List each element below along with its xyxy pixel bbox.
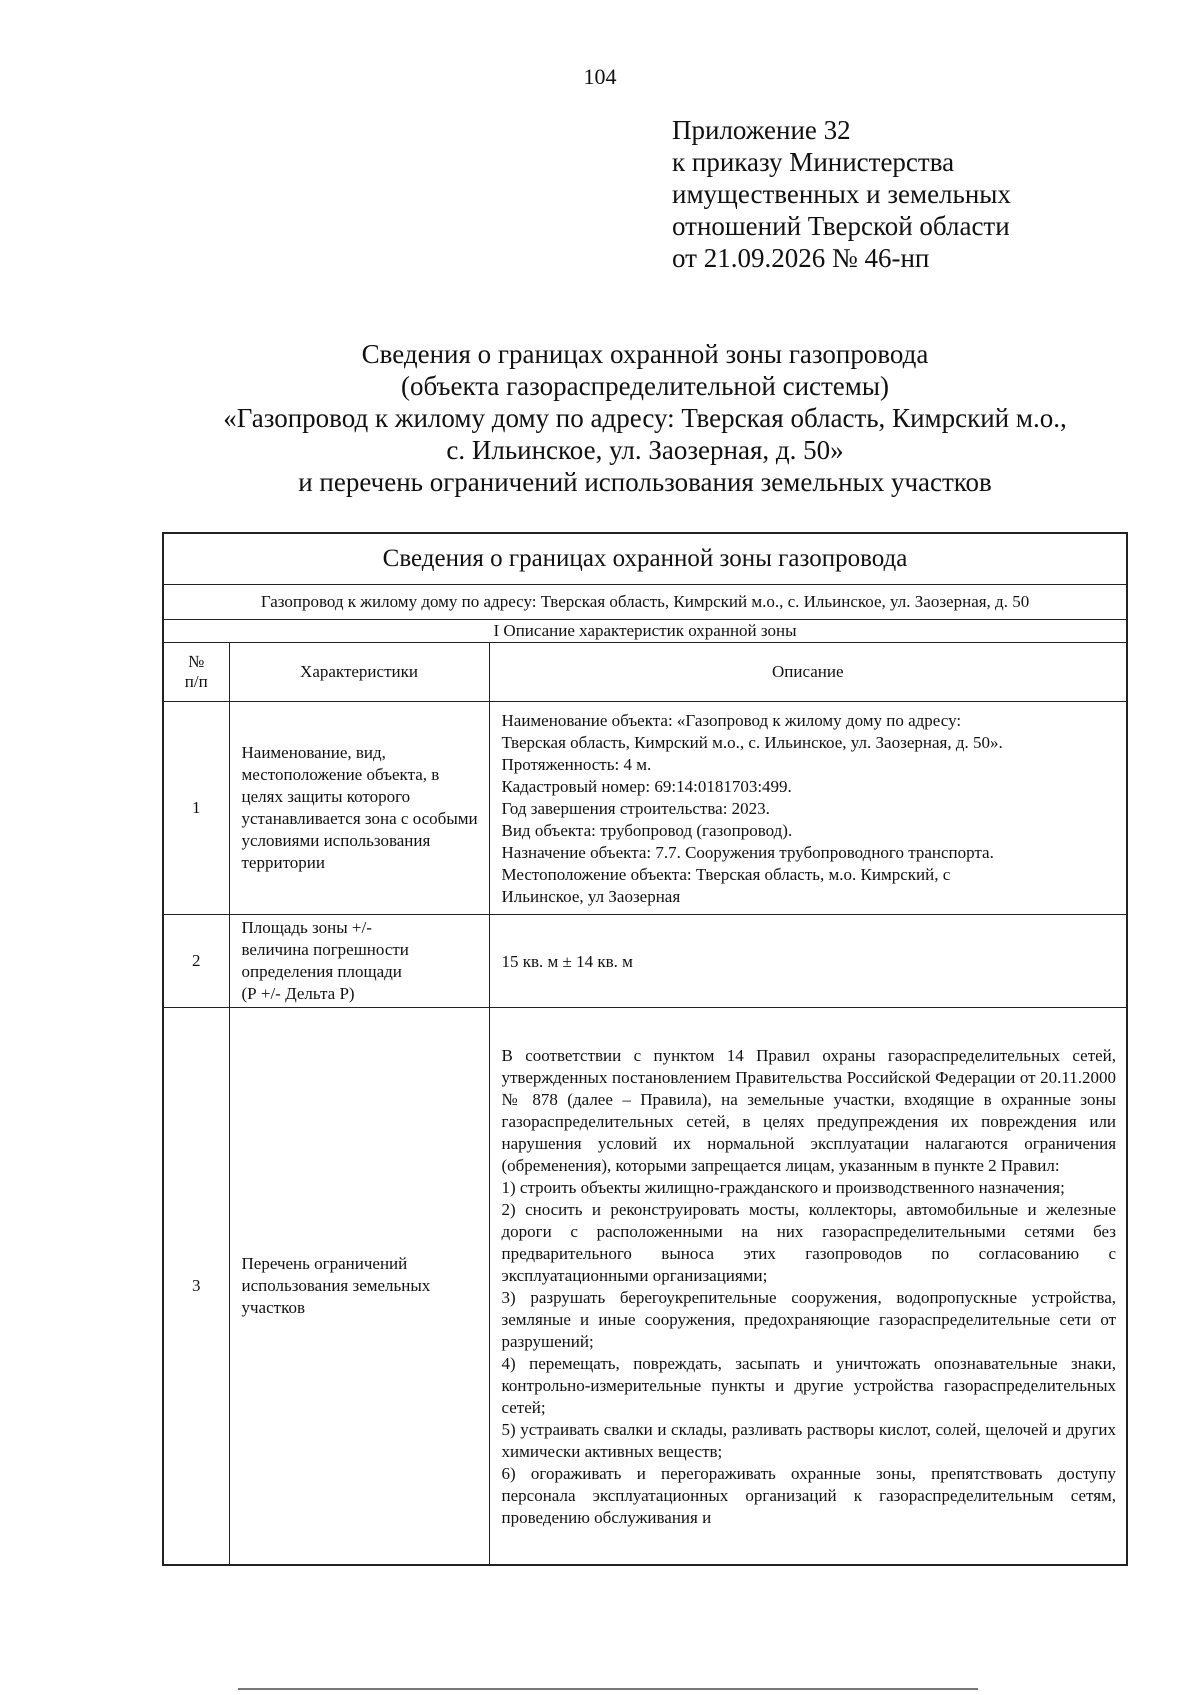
row-characteristic: Наименование, вид, местоположение объекта, в целях защиты которого устанавливается зона с особыми условиями использования территории <box>229 702 489 915</box>
header-number-line1: № <box>188 652 205 671</box>
table-row <box>163 1008 1127 1566</box>
description-paragraph: В соответствии с пунктом 14 Правил охраны газораспределительных сетей, утвержденных постановлением Правительства Российской Федерации от 20.11.2000 № 878 (далее – Правила), на земельные участки, входящие в охранные зоны газораспределительных сетей, в целях предупреждения их повреждения или нарушения условий их нормальной эксплуатации налагаются ограничения (обременения), которыми запрещается лицам, указанным в пункте 2 Правил: <box>501 1046 1117 1175</box>
title-line: и перечень ограничений использования земельных участков <box>298 467 992 497</box>
description-paragraph: 1) строить объекты жилищно-гражданского и производственного назначения; <box>501 1178 1065 1197</box>
title-line: «Газопровод к жилому дому по адресу: Тверская область, Кимрский м.о., <box>223 403 1067 433</box>
header-description: Описание <box>489 643 1127 702</box>
title-line: (объекта газораспределительной системы) <box>400 371 890 401</box>
description-line: Наименование объекта: «Газопровод к жилому дому по адресу: <box>501 711 962 730</box>
row-number: 3 <box>163 1008 229 1566</box>
row-number: 2 <box>163 915 229 1008</box>
description-line: Год завершения строительства: 2023. <box>501 799 770 818</box>
description-paragraph: 6) огораживать и перегораживать охранные зоны, препятствовать доступу персонала эксплуатационных организаций к газораспределительным сетям, проведению обслуживания и <box>501 1464 1117 1527</box>
appendix-line: от 21.09.2026 № 46-нп <box>672 243 930 273</box>
description-paragraph: 5) устраивать свалки и склады, разливать растворы кислот, солей, щелочей и других химически активных веществ; <box>501 1420 1117 1461</box>
description-paragraph: 3) разрушать берегоукрепительные сооружения, водопропускные устройства, земляные и иные сооружения, предохраняющие газораспределительные сети от разрушений; <box>501 1288 1117 1351</box>
appendix-line: отношений Тверской области <box>672 211 1010 241</box>
page-number: 104 <box>583 64 617 89</box>
section-title: I Описание характеристик охранной зоны <box>163 620 1127 643</box>
title-line: с. Ильинское, ул. Заозерная, д. 50» <box>446 435 844 465</box>
object-name-row: Газопровод к жилому дому по адресу: Тверская область, Кимрский м.о., с. Ильинское, ул. Заозерная, д. 50 <box>163 585 1127 620</box>
description-line: Местоположение объекта: Тверская область, м.о. Кимрский, с <box>501 865 951 884</box>
zone-info-table <box>162 532 1128 1566</box>
characteristic-line: (Р +/- Дельта Р) <box>241 984 355 1003</box>
description-paragraph: 2) сносить и реконструировать мосты, коллекторы, автомобильные и железные дороги с расположенными на них газораспределительными сетями без предварительного выноса этих газопроводов по согласованию с эксплуатационными организациями; <box>501 1200 1117 1285</box>
document-title <box>130 338 1160 498</box>
row-number: 1 <box>163 702 229 915</box>
description-line: Назначение объекта: 7.7. Сооружения трубопроводного транспорта. <box>501 843 994 862</box>
description-line: Тверская область, Кимрский м.о., с. Ильинское, ул. Заозерная, д. 50». <box>501 733 1003 752</box>
description-line: Ильинское, ул Заозерная <box>501 887 681 906</box>
table-title: Сведения о границах охранной зоны газопровода <box>163 533 1127 585</box>
header-number <box>163 643 229 702</box>
table-row <box>163 702 1127 915</box>
characteristic-line: Площадь зоны +/- <box>241 918 372 937</box>
appendix-line: имущественных и земельных <box>672 179 1011 209</box>
row-characteristic <box>229 915 489 1008</box>
row-description <box>489 1008 1127 1566</box>
description-paragraph: 4) перемещать, повреждать, засыпать и уничтожать опознавательные знаки, контрольно-измерительные пункты и другие устройства газораспределительных сетей; <box>501 1354 1117 1417</box>
row-description: 15 кв. м ± 14 кв. м <box>489 915 1127 1008</box>
characteristic-line: величина погрешности <box>241 940 409 959</box>
scan-edge-mark <box>238 1688 978 1690</box>
header-number-line2: п/п <box>184 672 208 691</box>
row-description <box>489 702 1127 915</box>
description-line: Кадастровый номер: 69:14:0181703:499. <box>501 777 792 796</box>
appendix-line: к приказу Министерства <box>672 147 955 177</box>
appendix-header <box>672 114 1142 274</box>
description-line: Протяженность: 4 м. <box>501 755 652 774</box>
table-row <box>163 915 1127 1008</box>
appendix-line: Приложение 32 <box>672 115 851 145</box>
row-characteristic: Перечень ограничений использования земельных участков <box>229 1008 489 1566</box>
description-line: Вид объекта: трубопровод (газопровод). <box>501 821 793 840</box>
title-line: Сведения о границах охранной зоны газопровода <box>361 339 929 369</box>
header-characteristics: Характеристики <box>229 643 489 702</box>
characteristic-line: определения площади <box>241 962 402 981</box>
